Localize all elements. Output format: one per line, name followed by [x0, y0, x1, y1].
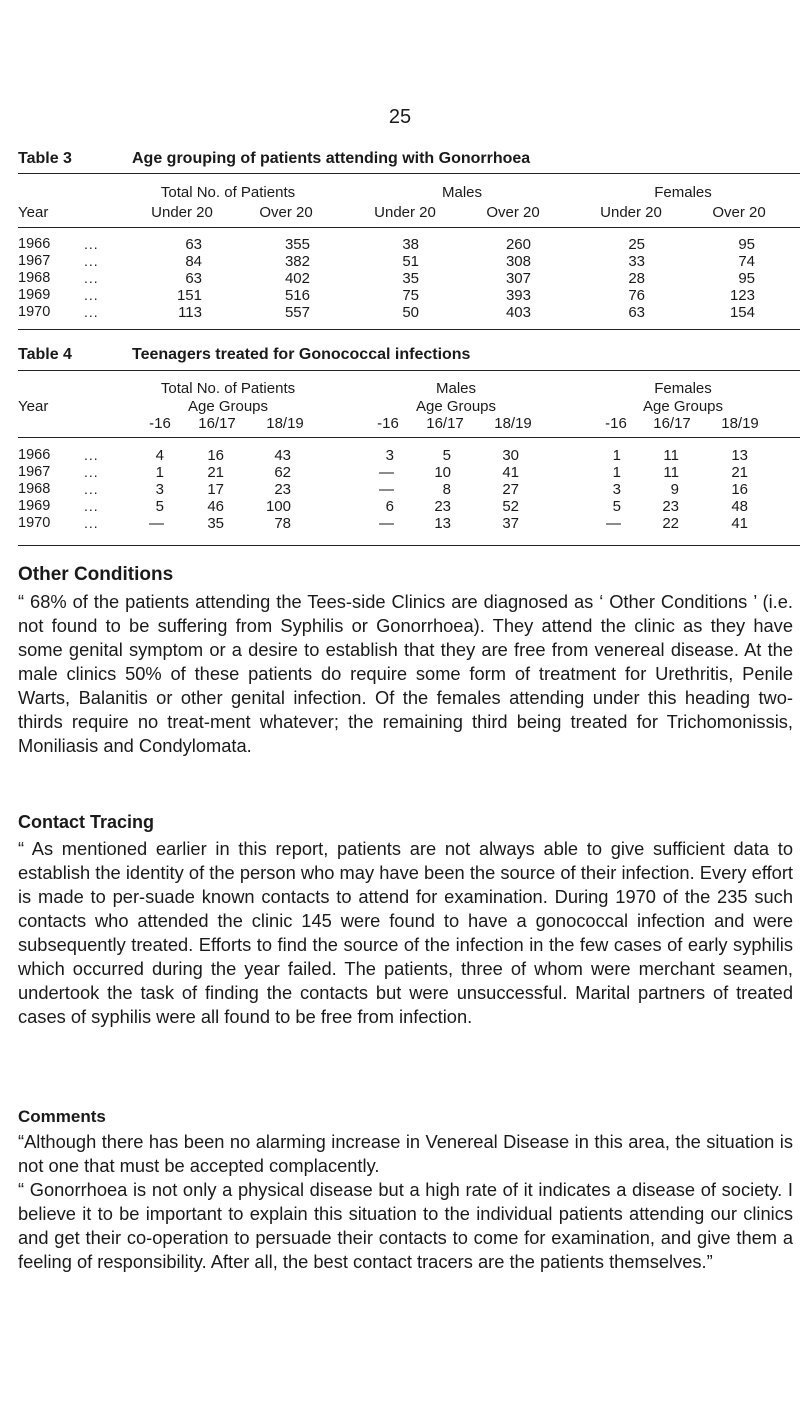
row-year: 1966	[18, 447, 51, 463]
table4-sub-header: -16	[149, 415, 171, 432]
table-cell: 403	[505, 304, 531, 321]
table-cell: 75	[402, 287, 419, 304]
table-cell: 95	[738, 236, 755, 253]
table4-age-groups-label: Age Groups	[642, 398, 724, 415]
table4-year-header: Year	[18, 398, 49, 415]
table-cell: 52	[502, 498, 519, 515]
table-cell: 355	[284, 236, 310, 253]
table4-age-groups-label: Age Groups	[415, 398, 497, 415]
table-cell: 63	[628, 304, 645, 321]
table-cell: 23	[434, 498, 451, 515]
leader-dots: ...	[84, 270, 99, 286]
table-cell: 11	[663, 447, 679, 464]
table4-header-rule	[18, 437, 800, 438]
leader-dots: ...	[84, 515, 99, 531]
table-cell: 28	[628, 270, 645, 287]
table3-sub-header: Over 20	[712, 204, 766, 221]
table-cell: 50	[402, 304, 419, 321]
table4-label: Table 4	[18, 346, 72, 363]
table-cell: 63	[185, 270, 202, 287]
table-cell: 30	[502, 447, 519, 464]
table4-sub-header: -16	[605, 415, 627, 432]
table-cell: 74	[738, 253, 755, 270]
table-cell: 41	[502, 464, 519, 481]
table-cell: 402	[284, 270, 310, 287]
row-year: 1969	[18, 287, 51, 303]
table4-title	[18, 346, 470, 364]
table4-sub-header: -16	[377, 415, 399, 432]
table4-sub-header: 16/17	[653, 415, 691, 432]
table3-label: Table 3	[18, 150, 72, 167]
leader-dots: ...	[84, 304, 99, 320]
table-cell: 382	[284, 253, 310, 270]
table3-sub-header: Over 20	[486, 204, 540, 221]
table-cell: 25	[628, 236, 645, 253]
table-cell: 38	[402, 236, 419, 253]
table4-sub-header: 18/19	[721, 415, 759, 432]
other-conditions-paragraph	[18, 590, 793, 758]
table-cell: 5	[442, 447, 451, 464]
table-cell: 84	[185, 253, 202, 270]
table-cell: —	[379, 481, 394, 498]
table4-sub-header: 18/19	[494, 415, 532, 432]
table-cell: 37	[502, 515, 519, 532]
table-cell: 123	[729, 287, 755, 304]
table-cell: 9	[670, 481, 679, 498]
table-cell: 78	[274, 515, 291, 532]
table-cell: 33	[628, 253, 645, 270]
table-cell: 63	[185, 236, 202, 253]
table3-group-total: Total No. of Patients	[160, 184, 296, 201]
table-cell: 6	[385, 498, 394, 515]
table4-bottom-rule	[18, 545, 800, 546]
table-cell: —	[149, 515, 164, 532]
table4-sub-header: 18/19	[266, 415, 304, 432]
table-cell: 16	[207, 447, 224, 464]
table3-header-rule	[18, 227, 800, 228]
row-year: 1967	[18, 464, 51, 480]
table-cell: 10	[434, 464, 451, 481]
table4-sub-header: 16/17	[198, 415, 236, 432]
leader-dots: ...	[84, 287, 99, 303]
table-cell: 16	[731, 481, 748, 498]
table-cell: 3	[155, 481, 164, 498]
table-cell: 21	[731, 464, 748, 481]
table-cell: 27	[502, 481, 519, 498]
table-cell: 3	[385, 447, 394, 464]
table3-group-males: Males	[441, 184, 483, 201]
comments-paragraphs	[18, 1130, 793, 1274]
row-year: 1967	[18, 253, 51, 269]
table3-sub-header: Under 20	[600, 204, 662, 221]
table-cell: 76	[628, 287, 645, 304]
table-cell: 23	[662, 498, 679, 515]
comments-text-2: “ Gonorrhoea is not only a physical disease but a high rate of it indicates a disease of society. I believe it to be important to explain this situation to the individual patients attending our clinics and get their co-operation to persuade their contacts to come for examination, and give them a feeling of responsibility. After all, the best contact tracers are the patients themselves.”	[18, 1179, 793, 1272]
table-cell: 48	[731, 498, 748, 515]
table-cell: 557	[284, 304, 310, 321]
table-cell: 1	[155, 464, 164, 481]
table3-year-header: Year	[18, 204, 49, 221]
table-cell: 260	[505, 236, 531, 253]
table-cell: 113	[178, 304, 202, 321]
table-cell: 51	[402, 253, 419, 270]
leader-dots: ...	[84, 481, 99, 497]
table-cell: 1	[612, 447, 621, 464]
table-cell: 151	[176, 287, 202, 304]
table4-sub-header: 16/17	[426, 415, 464, 432]
leader-dots: ...	[84, 253, 99, 269]
table-cell: —	[606, 515, 621, 532]
table-cell: 13	[434, 515, 451, 532]
table-cell: 11	[663, 464, 679, 481]
row-year: 1969	[18, 498, 51, 514]
table-cell: 5	[155, 498, 164, 515]
contact-tracing-text: “ As mentioned earlier in this report, patients are not always able to give sufficient data to establish the identity of the person who may have been the source of their infection. Every effort is made to per-suade known contacts to attend for examination. During 1970 of the 235 such contacts who attended the clinic 145 were found to have a gonococcal infection and were subsequently treated. Efforts to find the source of the infection in the few cases of early syphilis which occurred during the year failed. The patients, three of whom were merchant seamen, undertook the task of finding the contacts but were unsuccessful. Marital partners of treated cases of syphilis were all found to be free from infection.	[18, 838, 793, 1027]
table3-group-females: Females	[654, 184, 712, 201]
table3-title	[18, 150, 530, 168]
table4-age-groups-label: Age Groups	[187, 398, 269, 415]
table-cell: 3	[612, 481, 621, 498]
table-cell: 8	[442, 481, 451, 498]
other-conditions-text: “ 68% of the patients attending the Tees-side Clinics are diagnosed as ‘ Other Conditions ’ (i.e. not found to be suffering from Syphilis or Gonorrhoea). They attend the clinic as they have some genital symptom or a desire to establish that they are free from venereal disease. At the male clinics 50% of these patients do require some form of treatment for Urethritis, Penile Warts, Balanitis or other genital infection. Of the females attending under this heading two-thirds require no treat-ment whatever; the remaining third being treated for Trichomonissis, Moniliasis and Condylomata.	[18, 591, 793, 756]
table-cell: 35	[402, 270, 419, 287]
table-cell: 62	[274, 464, 291, 481]
table4-group-total: Total No. of Patients	[160, 380, 296, 397]
table-cell: 393	[505, 287, 531, 304]
leader-dots: ...	[84, 236, 99, 252]
comments-heading: Comments	[18, 1107, 106, 1126]
table4-group-females: Females	[654, 380, 712, 397]
table3-top-rule	[18, 173, 800, 174]
table3-sub-header: Under 20	[374, 204, 436, 221]
table-cell: 307	[505, 270, 531, 287]
page-number: 25	[388, 106, 412, 128]
table3-sub-header: Under 20	[151, 204, 213, 221]
table3-sub-header: Over 20	[259, 204, 313, 221]
table-cell: 154	[729, 304, 755, 321]
table-cell: 95	[738, 270, 755, 287]
leader-dots: ...	[84, 498, 99, 514]
table-cell: —	[379, 464, 394, 481]
row-year: 1966	[18, 236, 51, 252]
table-cell: 35	[207, 515, 224, 532]
row-year: 1970	[18, 304, 51, 320]
table-cell: 516	[284, 287, 310, 304]
row-year: 1968	[18, 270, 51, 286]
leader-dots: ...	[84, 447, 99, 463]
table3-bottom-rule	[18, 329, 800, 330]
table-cell: 23	[274, 481, 291, 498]
table4-top-rule	[18, 370, 800, 371]
table-cell: 17	[207, 481, 224, 498]
table4-caption: Teenagers treated for Gonococcal infections	[132, 346, 471, 363]
comments-text-1: “Although there has been no alarming increase in Venereal Disease in this area, the situation is not one that must be accepted complacently.	[18, 1131, 793, 1176]
other-conditions-heading: Other Conditions	[18, 564, 174, 585]
table-cell: —	[379, 515, 394, 532]
contact-tracing-paragraph	[18, 837, 793, 1029]
leader-dots: ...	[84, 464, 99, 480]
table-cell: 4	[155, 447, 164, 464]
row-year: 1970	[18, 515, 51, 531]
table3-caption: Age grouping of patients attending with Gonorrhoea	[132, 150, 531, 167]
table-cell: 5	[612, 498, 621, 515]
table-cell: 1	[612, 464, 621, 481]
contact-tracing-heading: Contact Tracing	[18, 812, 155, 832]
table-cell: 100	[265, 498, 291, 515]
table-cell: 46	[207, 498, 224, 515]
table-cell: 13	[731, 447, 748, 464]
table4-group-males: Males	[435, 380, 477, 397]
table-cell: 22	[662, 515, 679, 532]
table-cell: 308	[505, 253, 531, 270]
table-cell: 21	[207, 464, 224, 481]
row-year: 1968	[18, 481, 51, 497]
table-cell: 43	[274, 447, 291, 464]
table-cell: 41	[731, 515, 748, 532]
